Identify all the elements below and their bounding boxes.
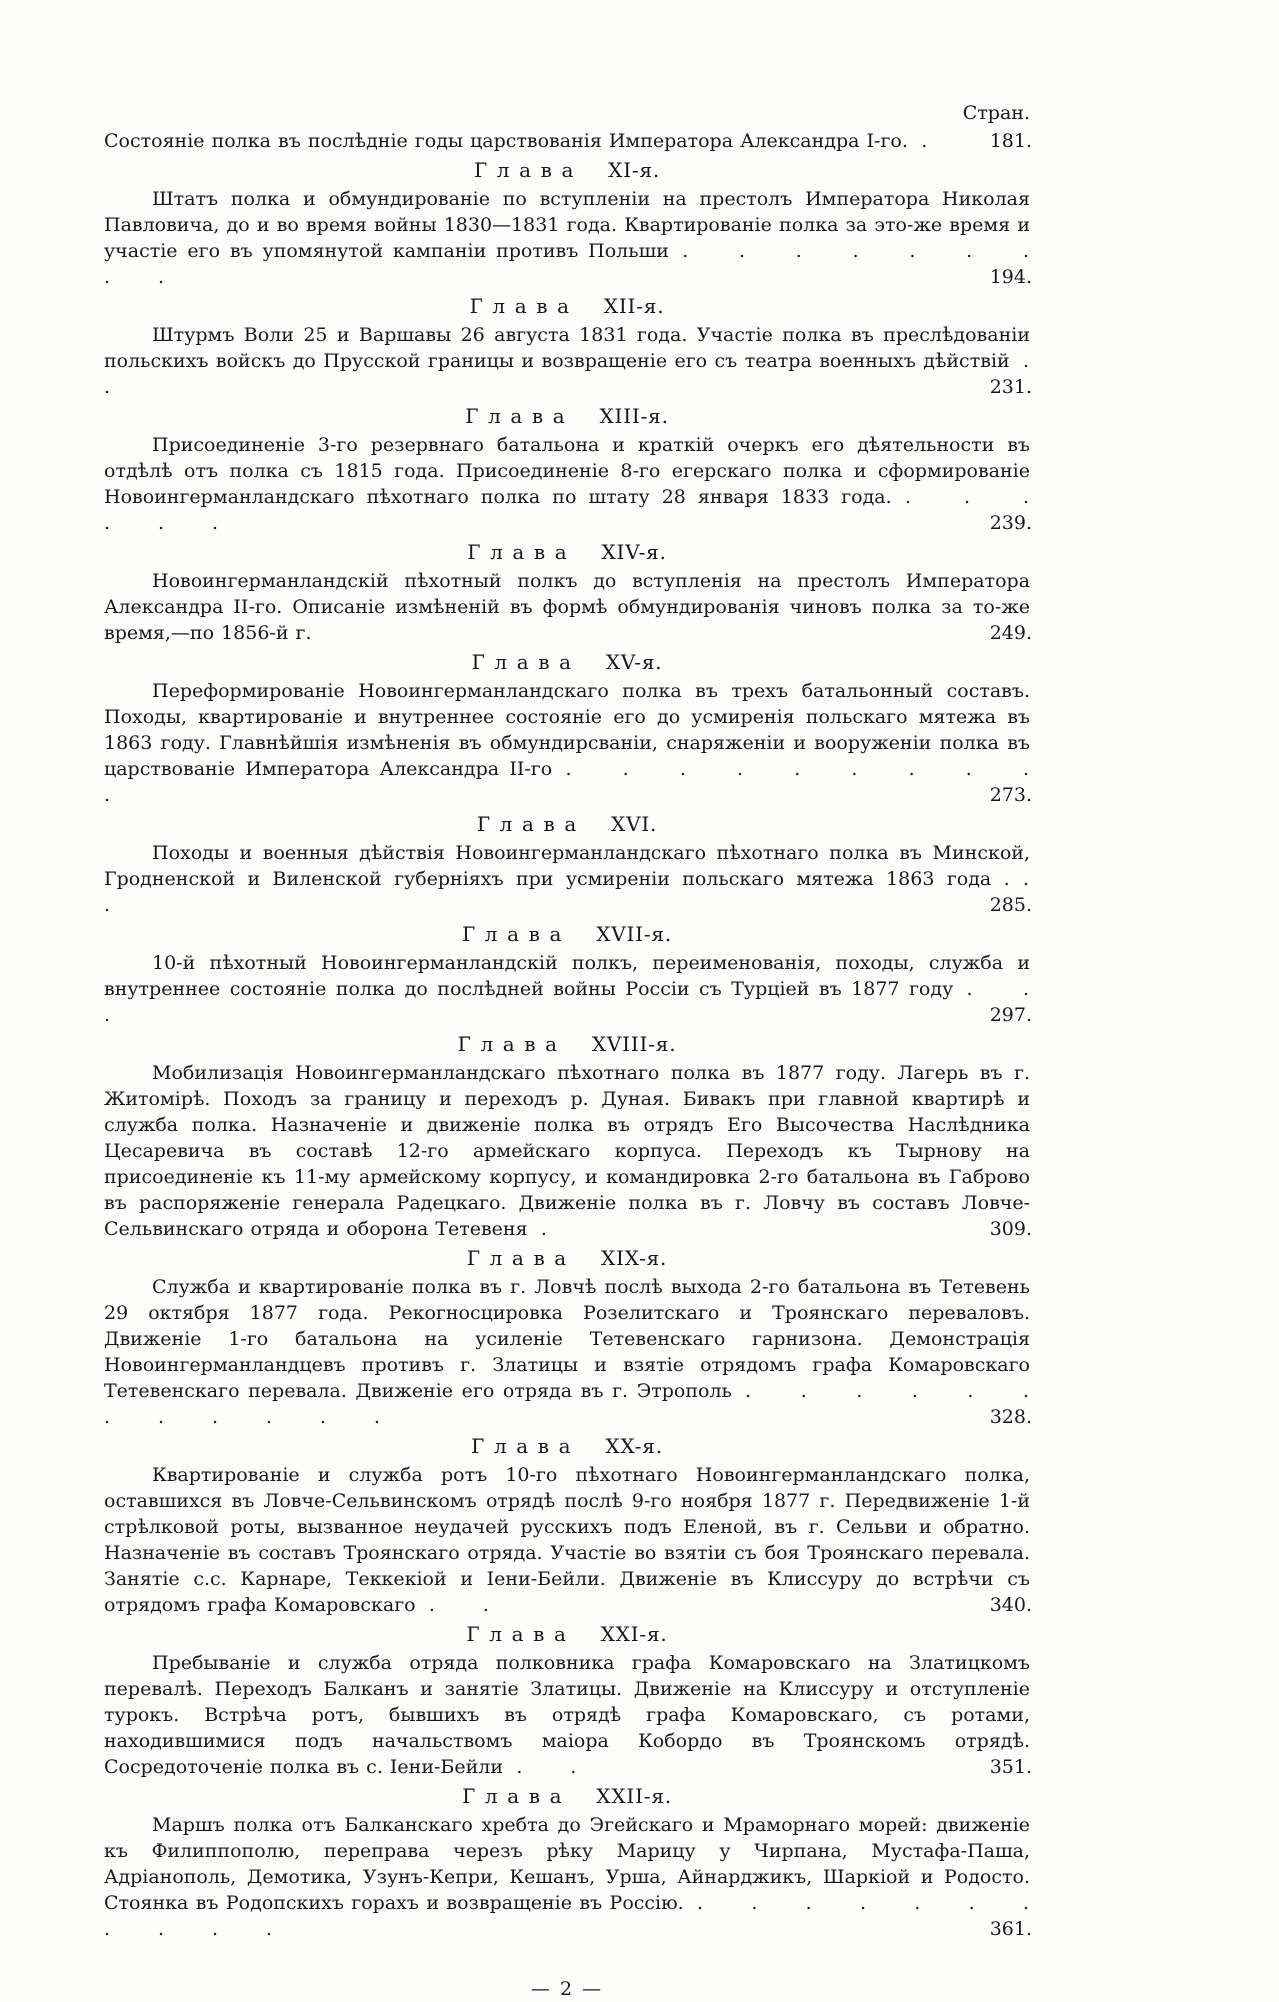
toc-entry-text: Переформированіе Новоингерманландскаго полка въ трехъ батальонный составъ. Походы, квартированіе и внутреннее состояніе его до усмиренія польскаго мятежа въ 1863 году. Главнѣйшія измѣненія въ обмундирсваніи, снаряженіи и вооруженіи полка въ царствованіе Императора Александра II-го bbox=[104, 680, 1030, 780]
toc-entry bbox=[104, 1060, 1030, 1242]
chapter-word: Глава bbox=[462, 1784, 572, 1808]
toc-entry bbox=[104, 678, 1030, 808]
chapter-word: Глава bbox=[466, 1622, 576, 1646]
toc-entry bbox=[104, 1462, 1030, 1618]
toc-entry bbox=[104, 1274, 1030, 1430]
chapter-word: Глава bbox=[465, 404, 575, 428]
chapter-word: Глава bbox=[473, 158, 584, 182]
toc-entry-text: Состояніе полка въ послѣдніе годы царствованія Императора Александра I-го. bbox=[104, 130, 908, 152]
toc-entry-text: 10-й пѣхотный Новоингерманландскій полкъ, переименованія, походы, служба и внутреннее состояніе полка до послѣдней войны Россіи съ Турціей въ 1877 году bbox=[104, 952, 1030, 1000]
dot-leader: . . bbox=[516, 1756, 578, 1778]
chapter-heading bbox=[104, 156, 1030, 184]
toc-entry-text: Присоединеніе 3-го резервнаго батальона и краткій очеркъ его дѣятельности въ отдѣлѣ отъ полка съ 1815 года. Присоединеніе 8-го егерскаго полка и сформированіе Новоингерманландскаго пѣхотнаго полка по штату 28 января 1833 года. bbox=[104, 434, 1030, 508]
toc-entry-text: Квартированіе и служба ротъ 10-го пѣхотнаго Новоингерманландскаго полка, оставшихся въ Ловче-Сельвинскомъ отрядѣ послѣ 9-го ноября 1877 г. Передвиженіе 1-й стрѣлковой роты, вызванное неудачей русскихъ подъ Еленой, въ г. Сельви и обратно. Назначеніе въ составъ Троянскаго отряда. Участіе во взятіи съ боя Троянскаго перевала. Занятіе с.с. Карнаре, Теккекіой и Іени-Бейли. Движеніе въ Клиссуру до встрѣчи съ отрядомъ графа Комаровскаго bbox=[104, 1464, 1030, 1616]
dot-leader: . . bbox=[104, 868, 1030, 916]
chapter-word: Глава bbox=[469, 294, 579, 318]
chapter-heading bbox=[104, 292, 1030, 320]
chapter-numeral: XV-я. bbox=[598, 650, 663, 674]
chapter-word: Глава bbox=[476, 812, 586, 836]
chapter-word: Глава bbox=[466, 1246, 576, 1270]
chapter-heading bbox=[104, 1620, 1030, 1648]
chapter-word: Глава bbox=[461, 922, 572, 946]
chapter-numeral: XIX-я. bbox=[593, 1246, 668, 1270]
page-footer-number: — 2 — bbox=[530, 1978, 604, 2000]
toc-entry bbox=[104, 432, 1030, 536]
chapter-numeral: XX-я. bbox=[598, 1434, 663, 1458]
toc-entry-text: Штатъ полка и обмундированіе по вступленіи на престолъ Императора Николая Павловича, до и во время войны 1830—1831 года. Квартированіе полка за это-же время и участіе его въ упомянутой кампаніи противъ Польши bbox=[104, 188, 1030, 262]
chapter-numeral: XIV-я. bbox=[594, 540, 667, 564]
chapter-numeral: XIII-я. bbox=[592, 404, 669, 428]
chapter-numeral: XI-я. bbox=[601, 158, 661, 182]
chapter-heading bbox=[104, 1244, 1030, 1272]
chapter-numeral: XVI. bbox=[603, 812, 658, 836]
dot-leader: . bbox=[540, 1218, 548, 1240]
toc-entry bbox=[104, 322, 1030, 400]
page-number: 285. bbox=[984, 892, 1032, 918]
chapter-word: Глава bbox=[467, 540, 577, 564]
page-number: 309. bbox=[984, 1216, 1032, 1242]
toc-entry bbox=[104, 1650, 1030, 1780]
toc-entry-text: Маршъ полка отъ Балканскаго хребта до Эгейскаго и Мраморнаго морей: движеніе къ Филиппополю, переправа черезъ рѣку Марицу у Чирпана, Мустафа-Паша, Адріанополь, Демотика, Узунъ-Кепри, Кешанъ, Урша, Айнарджикъ, Шаркіой и Родосто. Стоянка въ Родопскихъ горахъ и возвращеніе въ Россію. bbox=[104, 1814, 1030, 1914]
toc-entry-text: Штурмъ Воли 25 и Варшавы 26 августа 1831 года. Участіе полка въ преслѣдованіи польскихъ войскъ до Прусской границы и возвращеніе его съ театра военныхъ дѣйствій bbox=[104, 324, 1030, 372]
chapter-heading bbox=[104, 402, 1030, 430]
page-number: 231. bbox=[984, 374, 1032, 400]
toc-entry-text: Новоингерманландскій пѣхотный полкъ до вступленія на престолъ Императора Александра II-го. Описаніе измѣненій въ формѣ обмундированія чиновъ полка за то-же время,—по 1856-й г. bbox=[104, 570, 1030, 644]
chapter-heading bbox=[104, 648, 1030, 676]
toc-page bbox=[104, 100, 1030, 2002]
toc-entries bbox=[104, 128, 1030, 1942]
page-number: 181. bbox=[984, 128, 1032, 154]
dot-leader: . . bbox=[104, 350, 1030, 398]
chapter-numeral: XXI-я. bbox=[593, 1622, 668, 1646]
chapter-word: Глава bbox=[457, 1032, 567, 1056]
page-number: 361. bbox=[984, 1916, 1032, 1942]
dot-leader: . . . bbox=[104, 978, 1030, 1026]
toc-entry bbox=[104, 840, 1030, 918]
dot-leader bbox=[312, 622, 325, 644]
dot-leader: . bbox=[921, 130, 929, 152]
chapter-heading bbox=[104, 1432, 1030, 1460]
page-number: 239. bbox=[984, 510, 1032, 536]
toc-entry bbox=[104, 1812, 1030, 1942]
dot-leader: . . . . . . . . . . . bbox=[104, 1892, 1030, 1940]
chapter-numeral: XXII-я. bbox=[589, 1784, 672, 1808]
toc-entry-text: Пребываніе и служба отряда полковника графа Комаровскаго на Златицкомъ перевалѣ. Переходъ Балканъ и занятіе Златицы. Движеніе на Клиссуру и отступленіе турокъ. Встрѣча ротъ, бывшихъ въ отрядѣ графа Комаровскаго, съ ротами, находившимися подъ начальствомъ маіора Кобордо въ Троянскомъ отрядѣ. Сосредоточеніе полка въ с. Іени-Бейли bbox=[104, 1652, 1030, 1778]
toc-entry bbox=[104, 950, 1030, 1028]
chapter-heading bbox=[104, 1782, 1030, 1810]
page-number: 297. bbox=[984, 1002, 1032, 1028]
pages-column-label: Стран. bbox=[962, 102, 1030, 124]
page-number: 273. bbox=[984, 782, 1032, 808]
toc-entry-text: Мобилизація Новоингерманландскаго пѣхотнаго полка въ 1877 году. Лагерь въ г. Житомірѣ. Походъ за границу и переходъ р. Дуная. Бивакъ при главной квартирѣ и служба полка. Назначеніе и движеніе полка въ отрядъ Его Высочества Наслѣдника Цесаревича въ составѣ 12-го армейскаго корпуса. Переходъ къ Тырнову на присоединеніе къ 11-му армейскому корпусу, и командировка 2-го батальона въ Габрово въ распоряженіе генерала Радецкаго. Движеніе полка въ г. Ловчу въ составъ Ловче-Сельвинскаго отряда и оборона Тетевеня bbox=[104, 1062, 1030, 1240]
chapter-numeral: XVIII-я. bbox=[584, 1032, 677, 1056]
dot-leader: . . . . . . . . . bbox=[104, 240, 1030, 288]
toc-entry bbox=[104, 128, 1030, 154]
chapter-heading bbox=[104, 920, 1030, 948]
chapter-heading bbox=[104, 538, 1030, 566]
dot-leader: . . . . . . . . . . bbox=[104, 758, 1031, 806]
toc-entry-text: Служба и квартированіе полка въ г. Ловчѣ послѣ выхода 2-го батальона въ Тетевень 29 октября 1877 года. Рекогносцировка Розелитскаго и Троянскаго переваловъ. Движеніе 1-го батальона на усиленіе Тетевенскаго гарнизона. Демонстрація Новоингерманландцевъ противъ г. Златицы и взятіе отрядомъ графа Комаровскаго Тетевенскаго перевала. Движеніе его отряда въ г. Этрополь bbox=[104, 1276, 1030, 1402]
dot-leader: . . bbox=[428, 1594, 490, 1616]
page-number: 328. bbox=[984, 1404, 1032, 1430]
chapter-word: Глава bbox=[471, 1434, 581, 1458]
page-number: 249. bbox=[984, 620, 1032, 646]
chapter-word: Глава bbox=[471, 650, 581, 674]
dot-leader: . . . . . . . . . . . . bbox=[104, 1380, 1030, 1428]
toc-entry bbox=[104, 568, 1030, 646]
page-number: 351. bbox=[984, 1754, 1032, 1780]
dot-leader: . . . . . . bbox=[104, 486, 1030, 534]
chapter-heading bbox=[104, 810, 1030, 838]
chapter-numeral: XII-я. bbox=[596, 294, 665, 318]
chapter-numeral: XVII-я. bbox=[589, 922, 673, 946]
page-number: 340. bbox=[984, 1592, 1032, 1618]
toc-entry bbox=[104, 186, 1030, 290]
chapter-heading bbox=[104, 1030, 1030, 1058]
toc-entry-text: Походы и военныя дѣйствія Новоингерманландскаго пѣхотнаго полка въ Минской, Гродненской и Виленской губерніяхъ при усмиреніи польскаго мятежа 1863 года . bbox=[104, 842, 1030, 890]
page-number: 194. bbox=[984, 264, 1032, 290]
